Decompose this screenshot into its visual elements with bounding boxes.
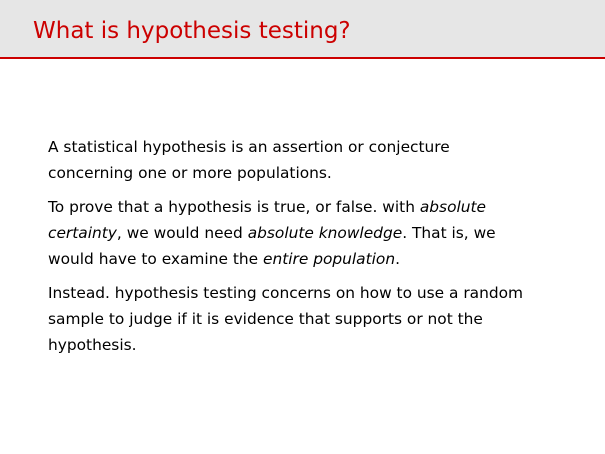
text-run: .	[395, 250, 400, 268]
text-line	[48, 194, 558, 220]
text-run: hypothesis.	[48, 336, 137, 354]
text-run: Instead. hypothesis testing concerns on how to use a random	[48, 284, 524, 302]
emphasis-text: entire population	[262, 250, 396, 268]
text-run: concerning one or more populations.	[48, 164, 332, 182]
slide-body	[48, 134, 558, 366]
text-line	[48, 160, 558, 186]
text-run: , we would need	[116, 224, 248, 242]
paragraph-proof	[48, 194, 558, 272]
text-line	[48, 246, 558, 272]
text-run: would have to examine the	[48, 250, 263, 268]
text-run: sample to judge if it is evidence that supports or not the	[48, 310, 483, 328]
slide-header	[0, 0, 605, 59]
text-run: . That is, we	[402, 224, 496, 242]
emphasis-text: absolute knowledge	[247, 224, 403, 242]
text-line	[48, 134, 558, 160]
text-run: A statistical hypothesis is an assertion or conjecture	[48, 138, 450, 156]
slide-title: What is hypothesis testing?	[33, 18, 351, 44]
emphasis-text: absolute	[419, 198, 487, 216]
text-run: To prove that a hypothesis is true, or false. with	[48, 198, 420, 216]
paragraph-definition	[48, 134, 558, 186]
paragraph-instead	[48, 280, 558, 358]
text-line	[48, 332, 558, 358]
text-line	[48, 306, 558, 332]
text-line	[48, 280, 558, 306]
emphasis-text: certainty	[48, 224, 117, 242]
text-line	[48, 220, 558, 246]
